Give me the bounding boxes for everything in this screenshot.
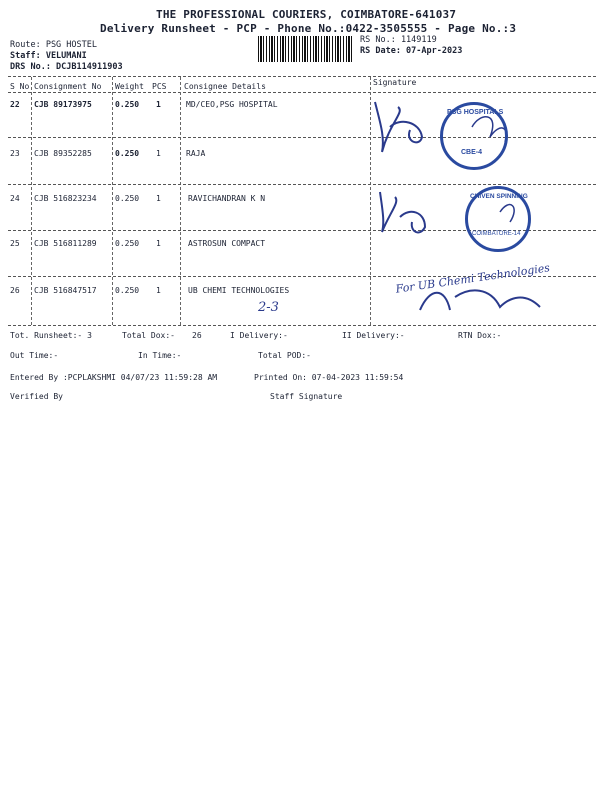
row-pcs: 1 xyxy=(156,149,161,158)
row-sno: 22 xyxy=(10,100,20,109)
column-header: PCS xyxy=(152,82,167,91)
tot-runsheet: Tot. Runsheet:- 3 xyxy=(10,331,92,340)
table-top-rule xyxy=(8,76,596,77)
total-dox-value: 26 xyxy=(192,331,202,340)
stamp-text: CBE-4 xyxy=(461,149,483,156)
row-weight: 0.250 xyxy=(115,100,140,109)
row-consignee: UB CHEMI TECHNOLOGIES xyxy=(188,286,290,295)
chiven-spinning-stamp xyxy=(465,186,531,252)
column-header: Signature xyxy=(373,78,417,87)
row-sno: 24 xyxy=(10,194,20,203)
stamp-text: CHIVEN SPINNING xyxy=(470,193,528,200)
row-weight: 0.250 xyxy=(115,286,140,295)
stamp-text: COIMBATORE-14 xyxy=(472,231,521,237)
row-consignee: RAJA xyxy=(186,149,206,158)
row-consignee: ASTROSUN COMPACT xyxy=(188,239,266,248)
rs-number: RS No.: 1149119 xyxy=(360,35,437,45)
col-divider xyxy=(31,77,32,325)
row-consignee: RAVICHANDRAN K N xyxy=(188,194,266,203)
total-pod: Total POD:- xyxy=(258,351,311,360)
ub-stamp-text: For UB Chemi Technologies xyxy=(394,261,551,296)
row-pcs: 1 xyxy=(156,286,161,295)
row-sno: 23 xyxy=(10,149,20,158)
total-dox-label: Total Dox:- xyxy=(122,331,175,340)
row-weight: 0.250 xyxy=(115,149,140,158)
rtn-dox: RTN Dox:- xyxy=(458,331,502,340)
out-time: Out Time:- xyxy=(10,351,59,360)
handwritten-note: 2-3 xyxy=(258,300,279,315)
row-consignment: CJB 89352285 xyxy=(34,149,92,158)
staff-label: Staff: VELUMANI xyxy=(10,51,87,61)
i-delivery: I Delivery:- xyxy=(230,331,288,340)
row-pcs: 1 xyxy=(156,100,161,109)
row-sno: 25 xyxy=(10,239,20,248)
entered-by: Entered By :PCPLAKSHMI 04/07/23 11:59:28 AM xyxy=(10,373,218,382)
printed-on: Printed On: 07-04-2023 11:59:54 xyxy=(254,373,404,382)
column-header: S No xyxy=(10,82,30,91)
row-pcs: 1 xyxy=(156,194,161,203)
rs-date: RS Date: 07-Apr-2023 xyxy=(360,46,463,56)
row-consignee: MD/CEO,PSG HOSPITAL xyxy=(186,100,278,109)
drs-number: DRS No.: DCJB114911903 xyxy=(10,62,123,72)
psg-hospital-stamp xyxy=(440,102,508,170)
route-label: Route: PSG HOSTEL xyxy=(10,40,97,50)
stamp-text: PSG HOSPITALS xyxy=(447,109,504,116)
row-pcs: 1 xyxy=(156,239,161,248)
row-consignment: CJB 89173975 xyxy=(34,100,92,109)
column-header: Weight xyxy=(115,82,144,91)
row-consignment: CJB 516811289 xyxy=(34,239,97,248)
verified-by: Verified By xyxy=(10,392,63,401)
in-time: In Time:- xyxy=(138,351,182,360)
column-header: Consignee Details xyxy=(184,82,266,91)
ii-delivery: II Delivery:- xyxy=(342,331,405,340)
col-divider xyxy=(180,77,181,325)
col-divider xyxy=(112,77,113,325)
row-consignment: CJB 516847517 xyxy=(34,286,97,295)
row-consignment: CJB 516823234 xyxy=(34,194,97,203)
row-weight: 0.250 xyxy=(115,239,140,248)
company-title: THE PROFESSIONAL COURIERS, COIMBATORE-641037 xyxy=(156,8,457,21)
barcode xyxy=(258,36,354,62)
column-header: Consignment No xyxy=(34,82,102,91)
row-weight: 0.250 xyxy=(115,194,140,203)
row-sno: 26 xyxy=(10,286,20,295)
staff-signature: Staff Signature xyxy=(270,392,343,401)
runsheet-title: Delivery Runsheet - PCP - Phone No.:0422-3505555 - Page No.:3 xyxy=(100,22,517,35)
